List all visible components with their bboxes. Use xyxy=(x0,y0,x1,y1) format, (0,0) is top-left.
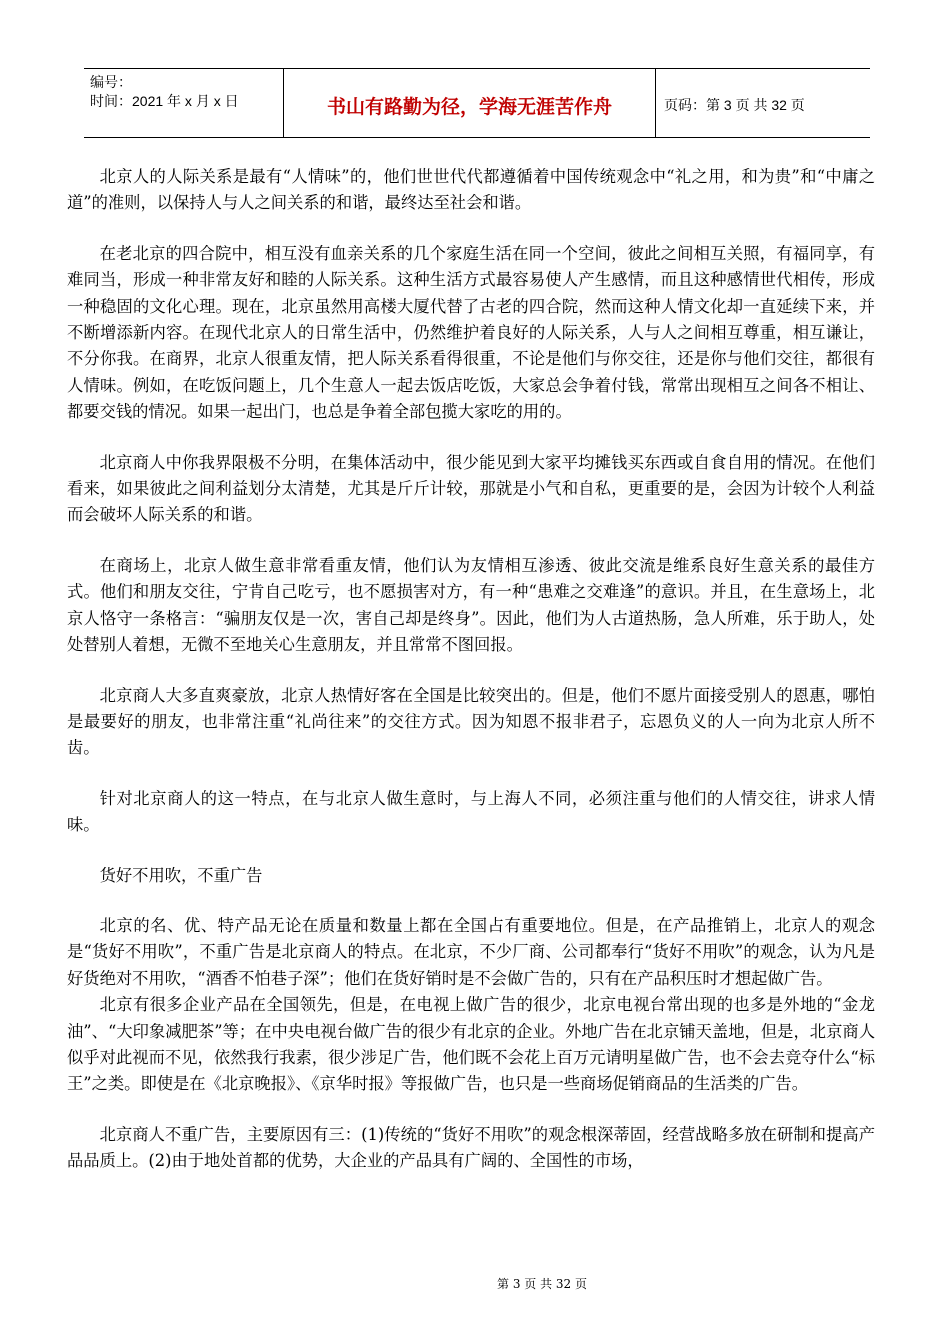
paragraph: 北京有很多企业产品在全国领先，但是，在电视上做广告的很少，北京电视台常出现的也多是外地的“金龙油”、“大印象减肥茶”等；在中央电视台做广告的很少有北京的企业。外地广告在北京铺天盖地，但是，北京商人似乎对此视而不见，依然我行我素，很少涉足广告，他们既不会花上百万元请明星做广告，也不会去竞夺什么“标王”之类。即使是在《北京晚报》、《京华时报》等报做广告，也只是一些商场促销商品的生活类的广告。 xyxy=(67,995,875,1094)
header-page-info: 页码：第 3 页 共 32 页 xyxy=(664,97,805,113)
paragraph: 针对北京商人的这一特点，在与北京人做生意时，与上海人不同，必须注重与他们的人情交往，讲求人情味。 xyxy=(67,788,875,835)
paragraph: 北京商人不重广告，主要原因有三：(1)传统的“货好不用吹”的观念根深蒂固，经营战略多放在研制和提高产品品质上。(2)由于地处首都的优势，大企业的产品具有广阔的、全国性的市场， xyxy=(67,1124,875,1171)
section-heading: 货好不用吹，不重广告 xyxy=(99,865,263,885)
paragraph: 在商场上，北京人做生意非常看重友情，他们认为友情相互渗透、彼此交流是维系良好生意关系的最佳方式。他们和朋友交往，宁肯自己吃亏，也不愿损害对方，有一种“患难之交难逢”的意识。并且，在生意场上，北京人恪守一条格言：“骗朋友仅是一次，害自己却是终身”。因此，他们为人古道热肠，急人所难，乐于助人，处处替别人着想，无微不至地关心生意朋友，并且常常不图回报。 xyxy=(67,555,875,655)
paragraph: 北京人的人际关系是最有“人情味”的，他们世世代代都遵循着中国传统观念中“礼之用，和为贵”和“中庸之道”的准则，以保持人与人之间关系的和谐，最终达至社会和谐。 xyxy=(67,167,875,213)
header-meta xyxy=(84,69,284,137)
number-label: 编号： xyxy=(90,74,132,90)
paragraph: 在老北京的四合院中，相互没有血亲关系的几个家庭生活在同一个空间，彼此之间相互关照，有福同享，有难同当，形成一种非常友好和睦的人际关系。这种生活方式最容易使人产生感情，而且这种感情世代相传，形成一种稳固的文化心理。现在，北京虽然用高楼大厦代替了古老的四合院，然而这种人情文化却一直延续下来，并不断增添新内容。在现代北京人的日常生活中，仍然维护着良好的人际关系，人与人之间相互尊重，相互谦让，不分你我。在商界，北京人很重友情，把人际关系看得很重，不论是他们与你交往，还是你与他们交往，都很有人情味。例如，在吃饭问题上，几个生意人一起去饭店吃饭，大家总会争着付钱，常常出现相互之间各不相让、都要交钱的情况。如果一起出门，也总是争着全部包揽大家吃的用的。 xyxy=(67,243,875,422)
header-motto: 书山有路勤为径，学海无涯苦作舟 xyxy=(284,69,656,137)
paragraph: 北京的名、优、特产品无论在质量和数量上都在全国占有重要地位。但是，在产品推销上，北京人的观念是“货好不用吹”，不重广告是北京商人的特点。在北京，不少厂商、公司都奉行“货好不用吹”的观念，认为凡是好货绝对不用吹，“酒香不怕巷子深”；他们在货好销时是不会做广告的，只有在产品积压时才想起做广告。 xyxy=(67,915,875,988)
header-table xyxy=(84,68,870,138)
paragraph: 北京商人大多直爽豪放，北京人热情好客在全国是比较突出的。但是，他们不愿片面接受别人的恩惠，哪怕是最要好的朋友，也非常注重“礼尚往来”的交往方式。因为知恩不报非君子，忘恩负义的人一向为北京人所不齿。 xyxy=(67,685,875,758)
paragraph: 北京商人中你我界限极不分明，在集体活动中，很少能见到大家平均摊钱买东西或自食自用的情况。在他们看来，如果彼此之间利益划分太清楚，尤其是斤斤计较，那就是小气和自私，更重要的是，会因为计较个人利益而会破坏人际关系的和谐。 xyxy=(67,452,875,525)
time-label: 时间：2021 年 x 月 x 日 xyxy=(90,93,239,109)
page-footer: 第 3 页 共 32 页 xyxy=(497,1277,587,1291)
document-body xyxy=(67,164,875,1175)
